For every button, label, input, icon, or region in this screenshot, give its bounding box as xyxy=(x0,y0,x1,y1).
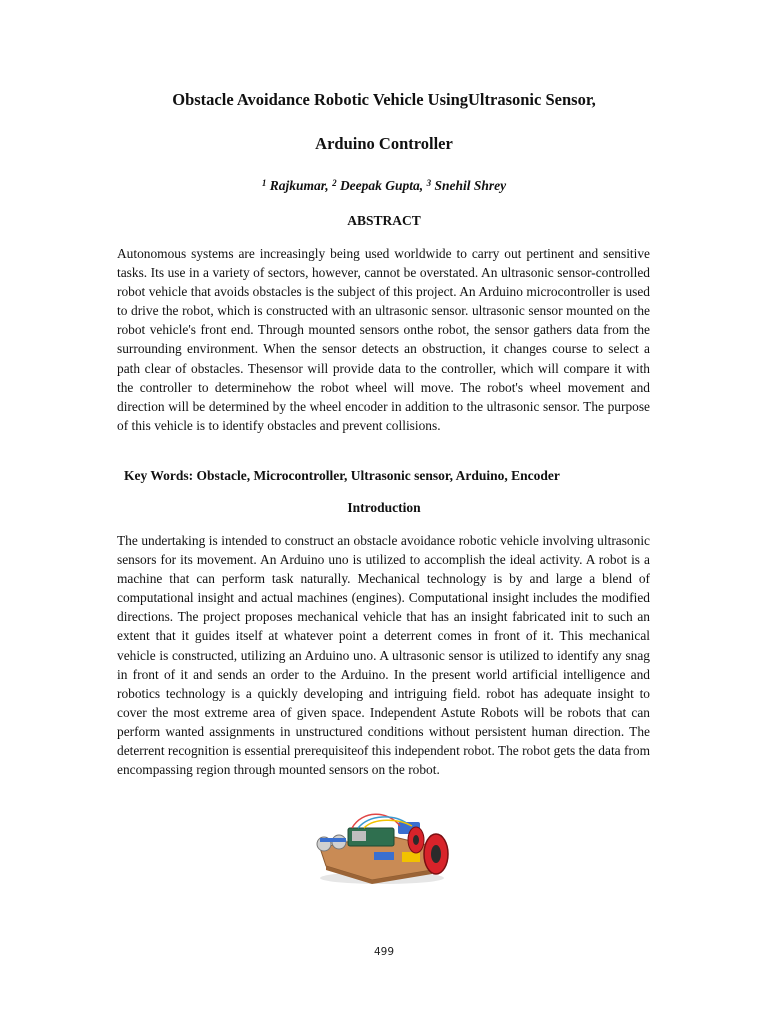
abstract-paragraph: Autonomous systems are increasingly being used worldwide to carry out pertinent and sensitive tasks. Its use in a variety of sectors, however, cannot be overstated. An ultrasonic sensor-controlled robot vehicle that avoids obstacles is the subject of this project. An Arduino microcontroller is used to drive the robot, which is constructed with an ultrasonic sensor. ultrasonic sensor mounted on the robot vehicle's front end. Through mounted sensors onthe robot, the sensor gathers data from the surrounding environment. When the sensor detects an obstruction, it changes course to select a path clear of obstacles. Thesensor will provide data to the controller, which will compare it with the controller to determinehow the robot wheel will move. The robot's wheel movement and direction will be determined by the wheel encoder in addition to the ultrasonic sensor. The purpose of this vehicle is to identify obstacles and prevent collisions. xyxy=(117,246,650,433)
paper-title-line-1: Obstacle Avoidance Robotic Vehicle UsingUltrasonic Sensor, xyxy=(172,90,596,109)
author-3-name: Snehil Shrey xyxy=(434,178,507,193)
introduction-paragraph: The undertaking is intended to construct an obstacle avoidance robotic vehicle involving ultrasonic sensors for its movement. An Arduino uno is utilized to accomplish the ideal activity. A robot is a machine that can perform task naturally. Mechanical technology is by and large a blend of computational insight and actual machines (engines). Computational insight includes the modified directions. The project proposes mechanical vehicle that has an insight fabricated init to such an extent that it guides itself at whatever point a deterrent comes in front of it. This mechanical vehicle is constructed, utilizing an Arduino uno. A ultrasonic sensor is utilized to identify any snag in front of it and sends an order to the Arduino. In the present world artificial intelligence and robotics technology is a quickly developing and intriguing field. robot has adequate insight to cover the most extreme area of given space. Independent Astute Robots will be robots that can perform wanted assignments in unstructured conditions without persistent human direction. The deterrent recognition is essential prerequisiteof this independent robot. The robot gets the data from encompassing region through mounted sensors on the robot. xyxy=(117,533,650,778)
abstract-heading: ABSTRACT xyxy=(347,213,421,228)
author-3-number: 3 xyxy=(426,178,432,188)
introduction-heading: Introduction xyxy=(347,500,421,515)
paper-title-line-2: Arduino Controller xyxy=(315,134,453,153)
author-1-name: Rajkumar, xyxy=(269,178,329,193)
author-list xyxy=(80,178,688,194)
author-1-number: 1 xyxy=(261,178,267,188)
keywords-line: Key Words: Obstacle, Microcontroller, Ultrasonic sensor, Arduino, Encoder xyxy=(124,468,560,483)
author-2-name: Deepak Gupta, xyxy=(339,178,424,193)
robot-car-photo-icon xyxy=(312,804,454,886)
page-number: 499 xyxy=(373,946,395,958)
author-2-number: 2 xyxy=(332,178,337,188)
robot-car-figure xyxy=(312,804,454,886)
